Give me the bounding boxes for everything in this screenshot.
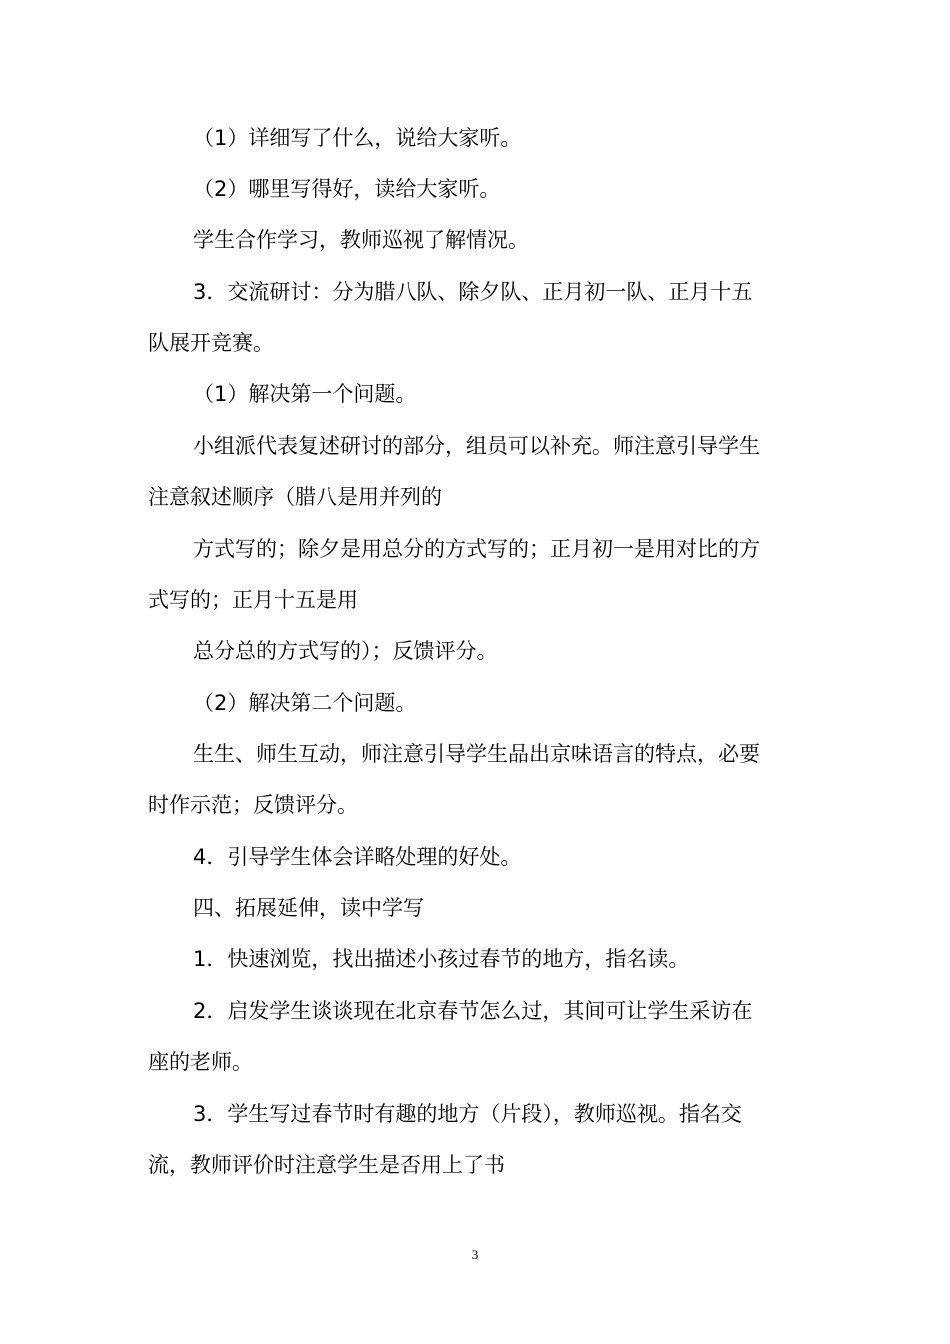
paragraph-line: （1）详细写了什么，说给大家听。 (193, 126, 522, 150)
page-number: 3 (471, 1247, 479, 1262)
paragraph-line: 3．学生写过春节时有趣的地方（片段），教师巡视。指名交 (193, 1102, 742, 1126)
paragraph-line: 注意叙述顺序（腊八是用并列的 (148, 485, 442, 509)
paragraph-line: 2．启发学生谈谈现在北京春节怎么过，其间可让学生采访在 (193, 999, 753, 1023)
paragraph-line: 学生合作学习，教师巡视了解情况。 (193, 228, 529, 252)
paragraph-line: 队展开竞赛。 (148, 331, 274, 355)
paragraph-line: 3．交流研讨：分为腊八队、除夕队、正月初一队、正月十五 (193, 280, 753, 304)
paragraph-line: 式写的；正月十五是用 (148, 588, 358, 612)
paragraph-line: 总分总的方式写的）；反馈评分。 (193, 639, 498, 663)
paragraph-line: （1）解决第一个问题。 (193, 382, 417, 406)
paragraph-line: 4．引导学生体会详略处理的好处。 (193, 845, 522, 869)
paragraph-line: 1．快速浏览，找出描述小孩过春节的地方，指名读。 (193, 947, 690, 971)
paragraph-line: （2）解决第二个问题。 (193, 691, 417, 715)
paragraph-line: 生生、师生互动，师注意引导学生品出京味语言的特点，必要 (193, 742, 760, 766)
paragraph-line: 四、拓展延伸，读中学写 (193, 896, 424, 920)
paragraph-line: 流，教师评价时注意学生是否用上了书 (148, 1153, 505, 1177)
paragraph-line: 座的老师。 (148, 1050, 253, 1074)
paragraph-line: （2）哪里写得好，读给大家听。 (193, 177, 501, 201)
paragraph-line: 小组派代表复述研讨的部分，组员可以补充。师注意引导学生 (193, 434, 760, 458)
paragraph-line: 方式写的；除夕是用总分的方式写的；正月初一是用对比的方 (193, 537, 760, 561)
paragraph-line: 时作示范；反馈评分。 (148, 793, 358, 817)
